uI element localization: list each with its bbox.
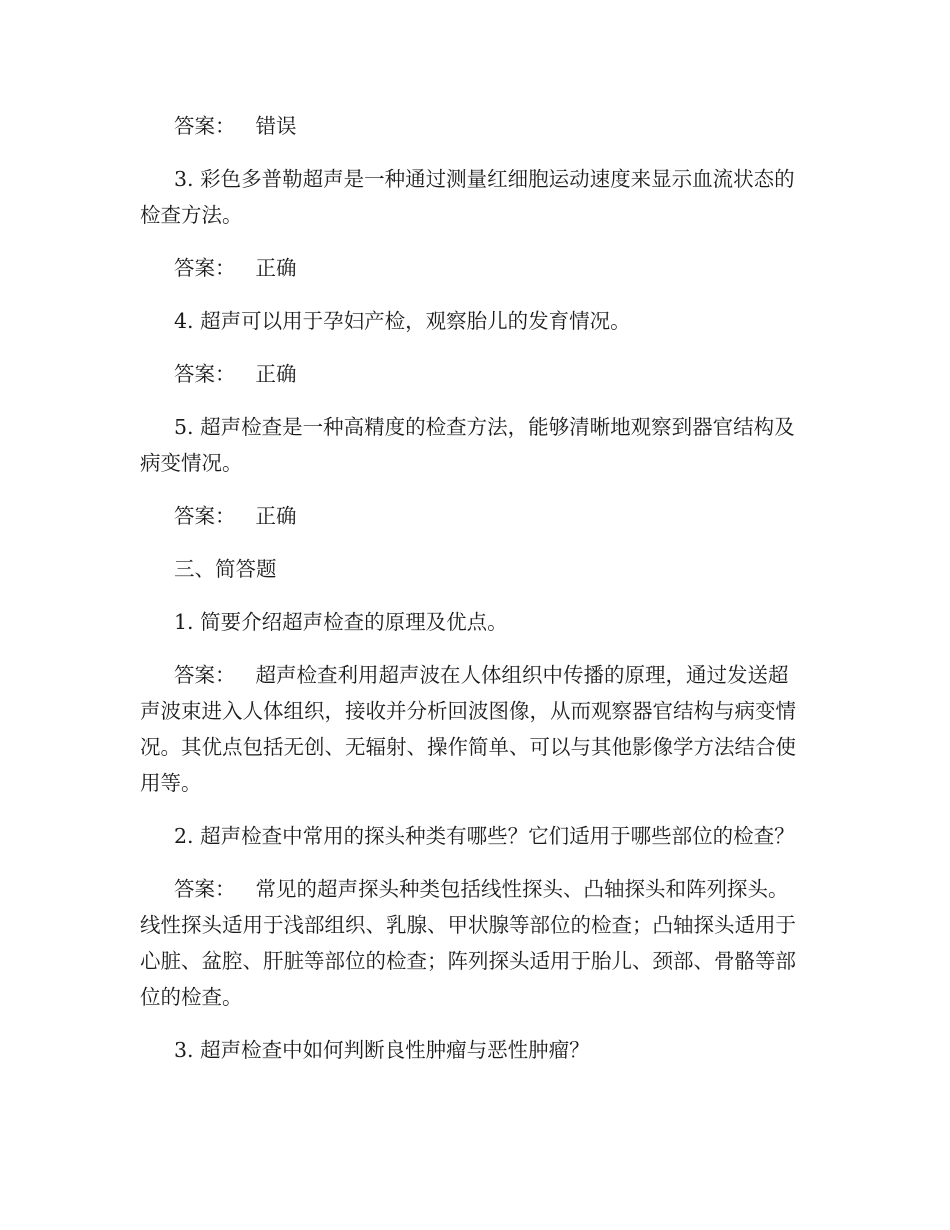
answer-text: 超声检查利用超声波在人体组织中传播的原理，通过发送超声波束进入人体组织，接收并分析回波图像，从而观察器官结构与病变情况。其优点包括无创、无辐射、操作简单、可以与其他影像学方法结合使用等。 (140, 663, 796, 795)
question-paragraph: 3. 彩色多普勒超声是一种通过测量红细胞运动速度来显示血流状态的检查方法。 (140, 167, 795, 227)
document-body (140, 108, 808, 1085)
answer-label: 答案： (174, 362, 236, 386)
answer-text: 正确 (255, 362, 297, 386)
answer-label: 答案： (174, 877, 236, 901)
answer-label: 答案： (174, 504, 236, 528)
question-paragraph: 3. 超声检查中如何判断良性肿瘤与恶性肿瘤？ (174, 1038, 590, 1062)
answer-paragraph (140, 657, 808, 801)
answer-text: 正确 (255, 504, 297, 528)
answer-label: 答案： (174, 114, 236, 138)
question-paragraph: 1. 简要介绍超声检查的原理及优点。 (174, 610, 508, 634)
section-heading: 三、简答题 (174, 557, 277, 581)
answer-label: 答案： (174, 663, 236, 687)
question-paragraph: 4. 超声可以用于孕妇产检，观察胎儿的发育情况。 (174, 309, 631, 333)
answer-text: 错误 (255, 114, 297, 138)
answer-paragraph (140, 108, 808, 144)
answer-text: 常见的超声探头种类包括线性探头、凸轴探头和阵列探头。线性探头适用于浅部组织、乳腺、甲状腺等部位的检查；凸轴探头适用于心脏、盆腔、肝脏等部位的检查；阵列探头适用于胎儿、颈部、骨骼等部位的检查。 (140, 877, 796, 1009)
answer-paragraph (140, 250, 808, 286)
answer-paragraph (140, 871, 808, 1015)
question-paragraph: 5. 超声检查是一种高精度的检查方法，能够清晰地观察到器官结构及病变情况。 (140, 415, 795, 475)
answer-paragraph (140, 356, 808, 392)
question-paragraph: 2. 超声检查中常用的探头种类有哪些？它们适用于哪些部位的检查？ (174, 824, 795, 848)
answer-text: 正确 (255, 256, 297, 280)
answer-label: 答案： (174, 256, 236, 280)
answer-paragraph (140, 498, 808, 534)
